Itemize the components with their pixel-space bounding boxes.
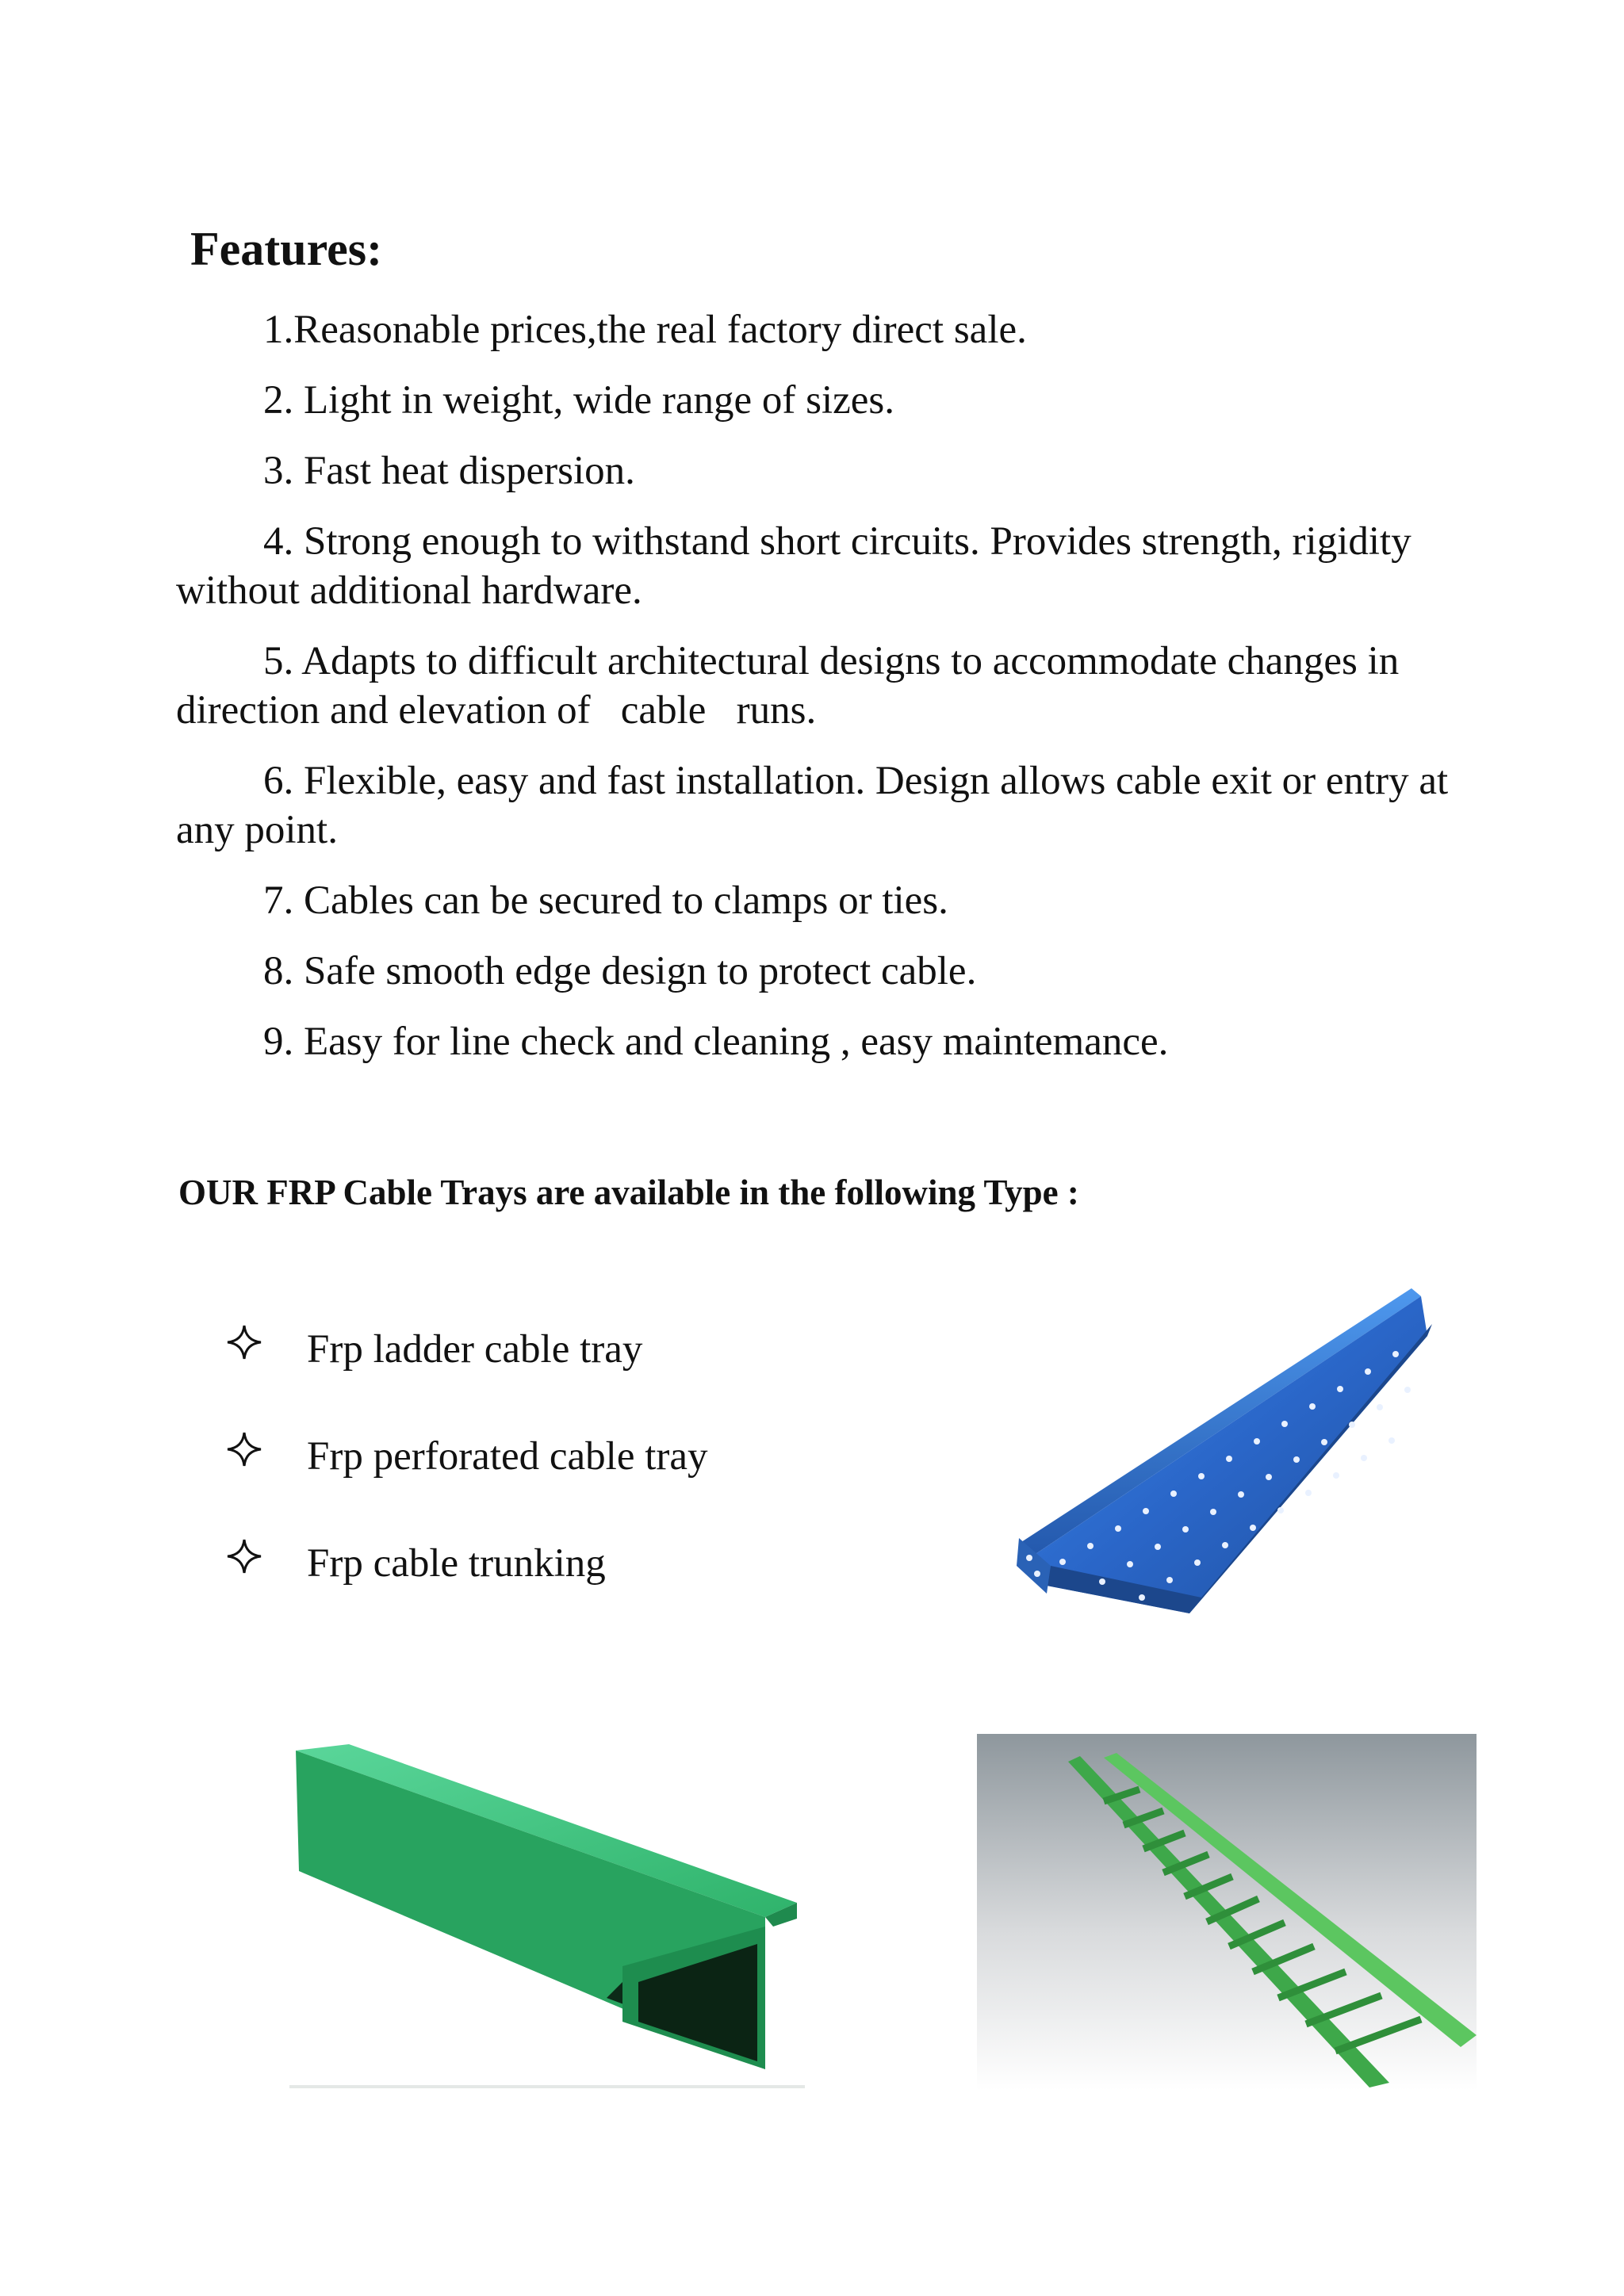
feature-item-8: 8. Safe smooth edge design to protect cable. <box>263 949 977 993</box>
feature-item-6: 6. Flexible, easy and fast installation. Design allows cable exit or entry at any point. <box>176 759 1449 852</box>
four-point-star-outline-icon <box>226 1538 262 1575</box>
feature-item-1: 1.Reasonable prices,the real factory direct sale. <box>263 308 1027 352</box>
type-label: Frp ladder cable tray <box>307 1327 643 1372</box>
feature-item-3: 3. Fast heat dispersion. <box>263 449 635 493</box>
ladder-cable-tray-photo <box>977 1734 1477 2091</box>
features-heading: Features: <box>190 223 383 275</box>
four-point-star-outline-icon <box>226 1431 262 1468</box>
feature-item-2: 2. Light in weight, wide range of sizes. <box>263 378 894 423</box>
type-label: Frp cable trunking <box>307 1541 606 1586</box>
cable-trunking-photo <box>289 1736 805 2093</box>
feature-item-4: 4. Strong enough to withstand short circuits. Provides strength, rigidity without additional hardware. <box>176 519 1411 613</box>
type-label: Frp perforated cable tray <box>307 1434 708 1479</box>
feature-item-9: 9. Easy for line check and cleaning , easy maintemance. <box>263 1020 1169 1064</box>
features-list <box>176 305 1469 1088</box>
availability-title: OUR FRP Cable Trays are available in the following Type : <box>178 1173 1079 1212</box>
feature-item-7: 7. Cables can be secured to clamps or ties. <box>263 878 948 923</box>
four-point-star-outline-icon <box>226 1324 262 1360</box>
feature-item-5: 5. Adapts to difficult architectural designs to accommodate changes in direction and elevation of cable runs. <box>176 639 1410 733</box>
perforated-cable-tray-photo <box>1015 1280 1491 1629</box>
